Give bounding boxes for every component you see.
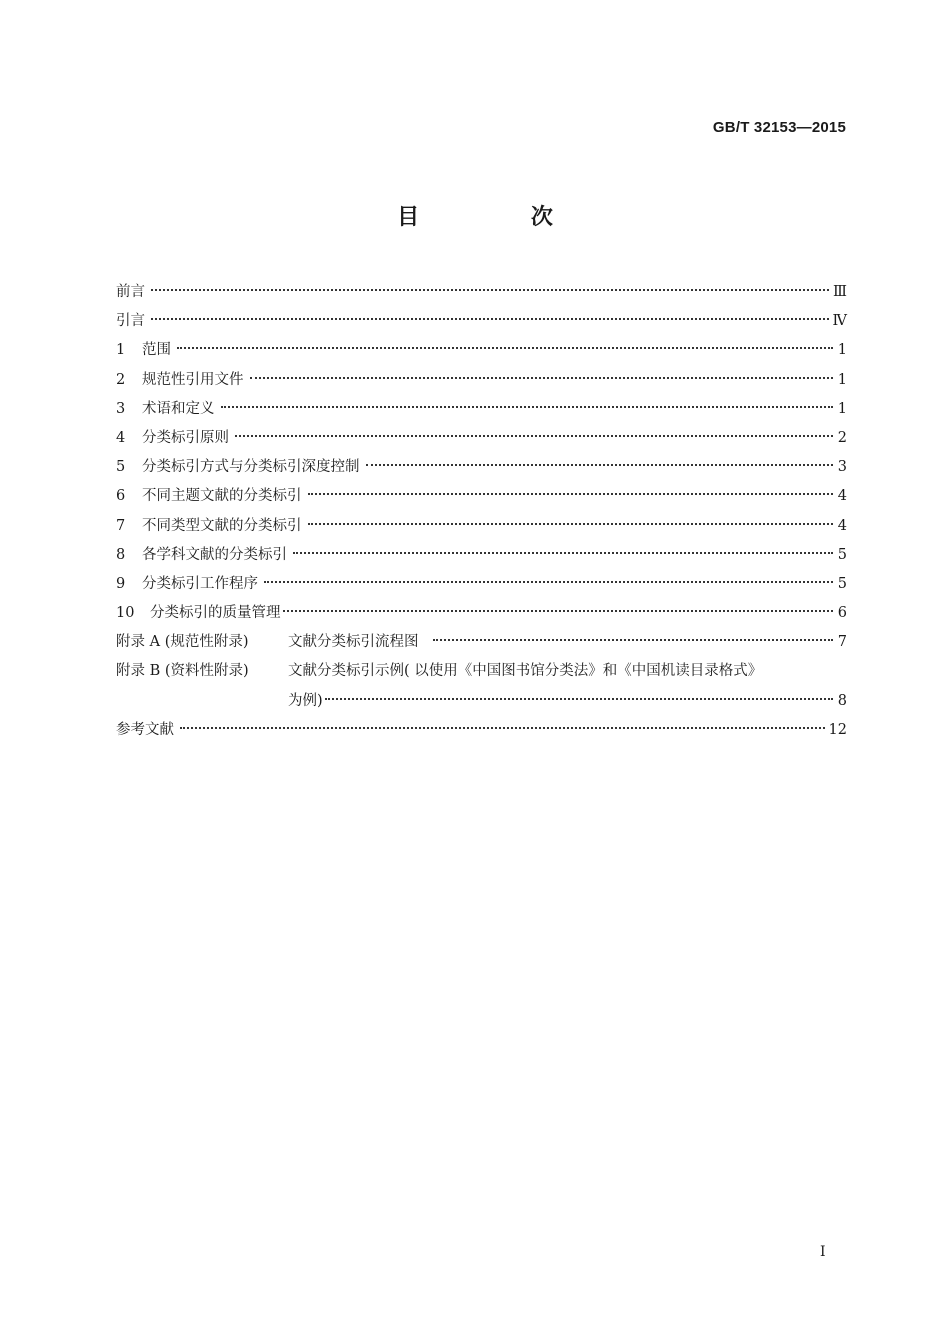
dot-leader bbox=[433, 639, 834, 641]
dot-leader bbox=[180, 727, 825, 729]
dot-leader bbox=[177, 347, 833, 349]
toc-label: 分类标引的质量管理 bbox=[150, 605, 281, 622]
toc-page: 1 bbox=[837, 342, 847, 359]
toc-page: 8 bbox=[837, 692, 847, 709]
toc-entry-5[interactable] bbox=[116, 453, 847, 482]
toc-number: 2 bbox=[116, 371, 126, 388]
toc-label: 文献分类标引流程图 bbox=[288, 634, 419, 651]
toc-entry-annex-b[interactable] bbox=[116, 657, 847, 686]
toc-page: 5 bbox=[837, 575, 847, 592]
toc-entry-10[interactable] bbox=[116, 599, 847, 628]
dot-leader bbox=[250, 377, 834, 379]
dot-leader bbox=[235, 435, 833, 437]
toc-label: 分类标引方式与分类标引深度控制 bbox=[142, 459, 360, 476]
toc-number: 6 bbox=[116, 488, 126, 505]
toc-page: 1 bbox=[837, 371, 847, 388]
page-number: Ⅰ bbox=[820, 1244, 826, 1260]
toc-page: 4 bbox=[837, 517, 847, 534]
toc-page: 4 bbox=[837, 488, 847, 505]
toc-number: 1 bbox=[116, 342, 126, 359]
toc-entry-references[interactable] bbox=[116, 716, 847, 745]
toc-label: 前言 bbox=[116, 284, 145, 300]
toc-number: 5 bbox=[116, 459, 126, 476]
toc-entry-annex-a[interactable] bbox=[116, 628, 847, 657]
toc-page: Ⅳ bbox=[832, 313, 847, 330]
toc-label: 各学科文献的分类标引 bbox=[142, 546, 287, 563]
toc-label: 不同类型文献的分类标引 bbox=[142, 517, 302, 534]
toc-page: 5 bbox=[837, 546, 847, 563]
toc-label-continued: 为例) bbox=[288, 692, 323, 709]
toc-label: 文献分类标引示例( 以使用《中国图书馆分类法》和《中国机读目录格式》 bbox=[288, 663, 763, 680]
toc-entry-annex-b-continued[interactable] bbox=[116, 687, 847, 716]
toc-entry-foreword[interactable] bbox=[116, 278, 847, 307]
page-title: 目 次 bbox=[397, 205, 605, 230]
dot-leader bbox=[308, 523, 834, 525]
dot-leader bbox=[151, 289, 829, 291]
annex-heading: 附录 B (资料性附录) bbox=[116, 663, 249, 680]
toc-entry-2[interactable] bbox=[116, 366, 847, 395]
toc-entry-8[interactable] bbox=[116, 541, 847, 570]
toc-label: 不同主题文献的分类标引 bbox=[142, 488, 302, 505]
toc-page: 12 bbox=[828, 721, 847, 738]
dot-leader bbox=[293, 552, 833, 554]
dot-leader bbox=[283, 610, 834, 612]
dot-leader bbox=[264, 581, 833, 583]
toc-number: 7 bbox=[116, 517, 126, 534]
toc-entry-4[interactable] bbox=[116, 424, 847, 453]
toc-label: 范围 bbox=[142, 342, 171, 359]
toc-number: 10 bbox=[116, 605, 135, 622]
annex-heading: 附录 A (规范性附录) bbox=[116, 634, 249, 651]
toc-entry-7[interactable] bbox=[116, 512, 847, 541]
toc-number: 9 bbox=[116, 575, 126, 592]
dot-leader bbox=[366, 464, 834, 466]
toc-page: 2 bbox=[837, 429, 847, 446]
toc-page: Ⅲ bbox=[833, 284, 847, 300]
toc-number: 8 bbox=[116, 546, 126, 563]
toc-entry-1[interactable] bbox=[116, 336, 847, 365]
toc-page: 6 bbox=[837, 605, 847, 622]
toc-label: 参考文献 bbox=[116, 721, 174, 738]
toc-entry-introduction[interactable] bbox=[116, 307, 847, 336]
toc-page: 7 bbox=[837, 634, 847, 651]
toc-number: 3 bbox=[116, 400, 126, 417]
toc-entry-3[interactable] bbox=[116, 395, 847, 424]
standard-code: GB/T 32153—2015 bbox=[712, 119, 846, 136]
dot-leader bbox=[325, 698, 833, 700]
dot-leader bbox=[151, 318, 829, 320]
toc-page: 1 bbox=[837, 400, 847, 417]
dot-leader bbox=[308, 493, 834, 495]
toc-number: 4 bbox=[116, 429, 126, 446]
toc-label: 术语和定义 bbox=[142, 400, 215, 417]
toc-page: 3 bbox=[837, 459, 847, 476]
toc-entry-9[interactable] bbox=[116, 570, 847, 599]
toc-label: 分类标引工作程序 bbox=[142, 575, 258, 592]
table-of-contents bbox=[116, 278, 847, 745]
dot-leader bbox=[221, 406, 834, 408]
toc-label: 分类标引原则 bbox=[142, 429, 229, 446]
toc-entry-6[interactable] bbox=[116, 482, 847, 511]
toc-label: 规范性引用文件 bbox=[142, 371, 244, 388]
toc-label: 引言 bbox=[116, 313, 145, 330]
